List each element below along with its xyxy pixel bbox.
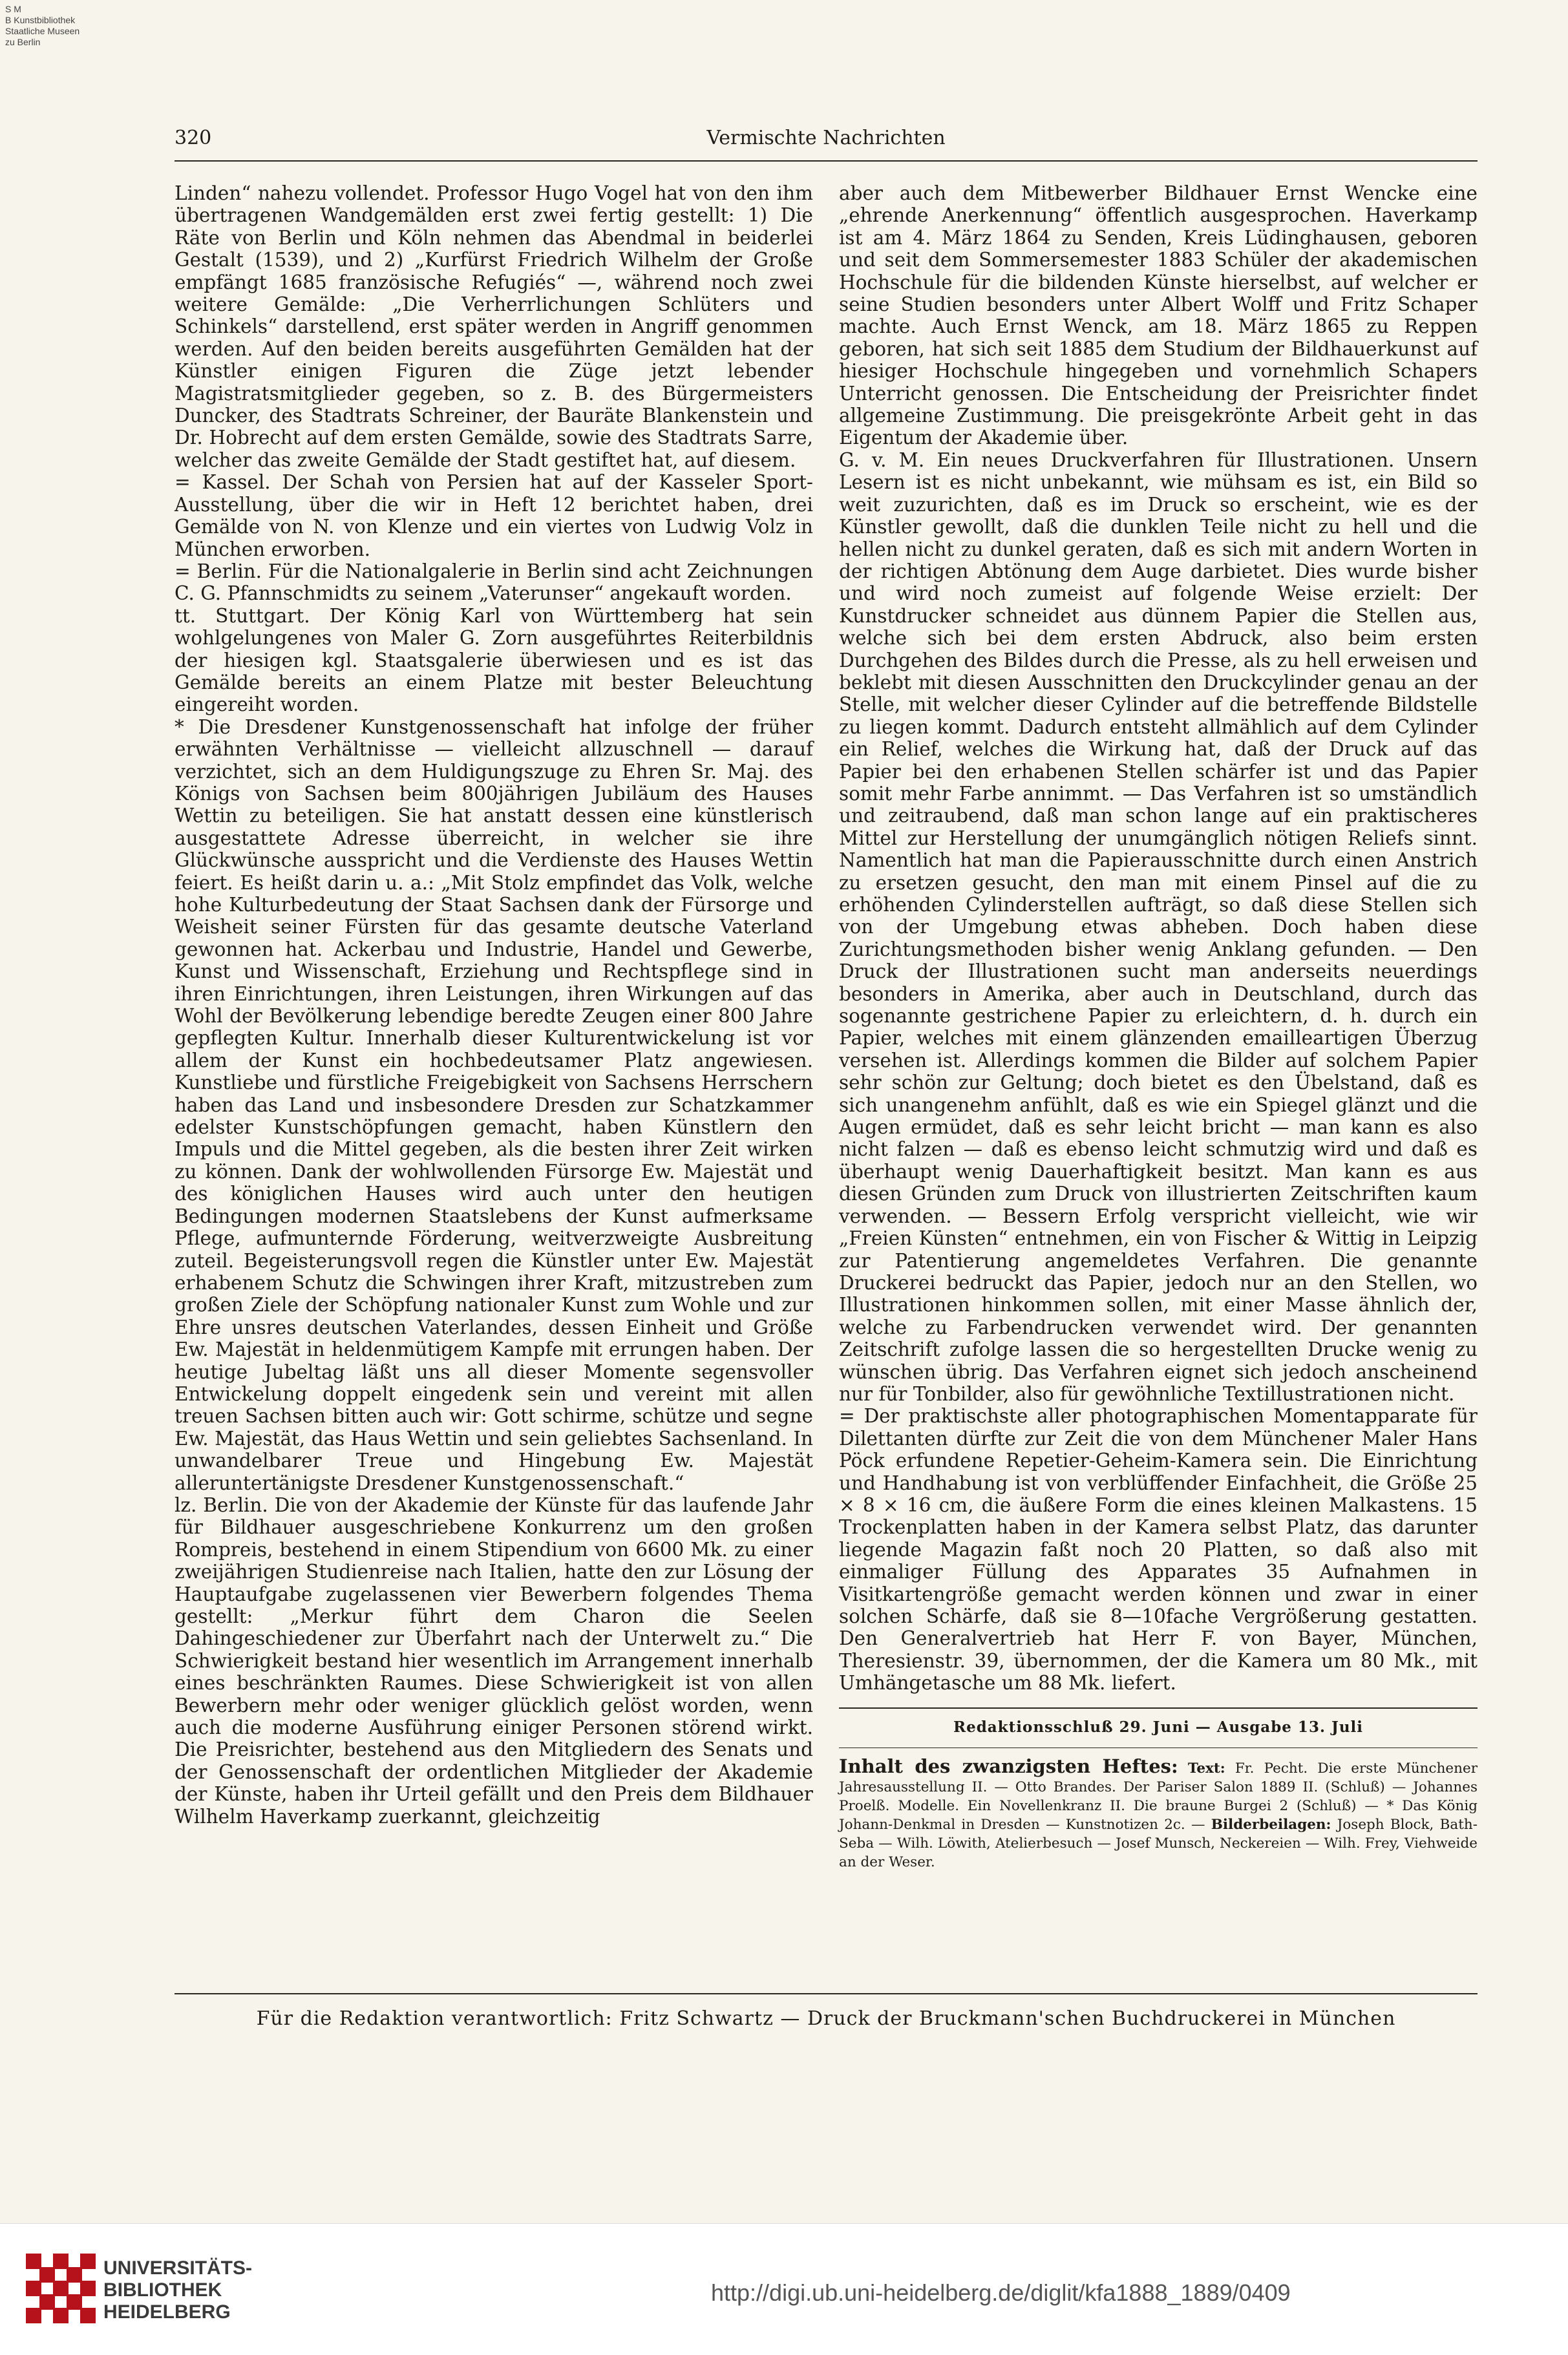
paragraph: = Der praktischste aller photographischen Momentapparate für Dilettanten dürfte zur Zeit die von dem Münchener Maler Hans Pöck erfundene Repetier-Geheim-Kamera sein. Die Einrichtung und Handhabung ist von verblüffender Einfachheit, die Größe 25 × 8 × 16 cm, die äußere Form die eines kleinen Malkastens. 15 Trockenplatten haben in der Kamera selbst Platz, das darunter liegende Magazin faßt noch 20 Platten, so daß also mit einmaliger Füllung des Apparates 35 Aufnahmen in Visitkartengröße gemacht werden können und zwar in einer solchen Schärfe, daß sie 8—10fache Vergrößerung gestatten. Den Generalvertrieb hat Herr F. von Bayer, München, Theresienstr. 39, übernommen, der die Kamera um 80 Mk., mit Umhängetasche um 88 Mk. liefert. bbox=[839, 1405, 1478, 1695]
header-rule bbox=[175, 160, 1478, 162]
table-of-contents bbox=[839, 1757, 1478, 1872]
library-name-line: UNIVERSITÄTS- bbox=[103, 2257, 253, 2279]
page-header bbox=[175, 127, 1478, 153]
page-number: 320 bbox=[175, 127, 212, 149]
paragraph: G. v. M. Ein neues Druckverfahren für Illustrationen. Unsern Lesern ist es nicht unbekannt, wie mühsam es ist, ein Bild so weit zuzurichten, daß es im Druck so erscheint, wie es der Künstler gewollt, daß die dunklen Teile nicht zu hell und die hellen nicht zu dunkel geraten, daß es sich mit andern Worten in der richtigen Abtönung dem Auge darbietet. Dies wurde bisher und wird noch zumeist auf folgende Weise erzielt: Der Kunstdrucker schneidet aus dünnem Papier die Stellen aus, welche sich bei dem ersten Abdruck, also beim ersten Durchgehen des Bildes durch die Presse, als zu hell erweisen und beklebt mit diesen Ausschnitten den Druckcylinder genau an der Stelle, mit welcher dieser Cylinder auf die betreffende Bildstelle zu liegen kommt. Dadurch entsteht allmählich auf dem Cylinder ein Relief, welches die Wirkung hat, daß der Druck auf das Papier bei den erhabenen Stellen schärfer ist und das Papier somit mehr Farbe annimmt. — Das Verfahren ist so umständlich und zeitraubend, daß man schon lange auf ein praktischeres Mittel zur Herstellung der unumgänglich nötigen Reliefs sinnt. Namentlich hat man die Papierausschnitte durch einen Anstrich zu ersetzen gesucht, den man mit einem Pinsel auf die zu erhöhenden Cylinderstellen aufträgt, so daß diese Stellen sich von der Umgebung etwas abheben. Doch haben diese Zurichtungsmethoden bisher wenig Anklang gefunden. — Den Druck der Illustrationen sucht man anderseits neuerdings besonders in Amerika, aber auch in Deutschland, durch das sogenannte gestrichene Papier zu erleichtern, d. h. durch ein Papier, welches mit einem glänzenden emailleartigen Überzug versehen ist. Allerdings kommen die Bilder auf solchem Papier sehr schön zur Geltung; doch bietet es den Übelstand, daß es sich unangenehm anfühlt, daß es wie ein Spiegel glänzt und die Augen ermüdet, daß es sehr leicht bricht — man kann es also nicht falzen — daß es ebenso leicht schmutzig wird und daß es überhaupt wenig Dauerhaftigkeit besitzt. Man kann es aus diesen Gründen zum Druck von illustrierten Zeitschriften kaum verwenden. — Bessern Erfolg verspricht vielleicht, wie wir „Freien Künsten“ entnehmen, ein von Fischer & Wittig in Leipzig zur Patentierung angemeldetes Verfahren. Die genannte Druckerei bedruckt das Papier, jedoch nur an den Stellen, wo Illustrationen hinkommen sollen, mit einer Masse ähnlich der, welche zu Farbendrucken verwendet wird. Der genannten Zeitschrift zufolge lassen die so hergestellten Drucke wenig zu wünschen übrig. Das Verfahren eignet sich jedoch anscheinend nur für Tonbilder, also für gewöhnliche Textillustrationen nicht. bbox=[839, 449, 1478, 1405]
toc-title: Inhalt des zwanzigsten Heftes: bbox=[839, 1755, 1178, 1778]
paragraph: aber auch dem Mitbewerber Bildhauer Ernst Wencke eine „ehrende Anerkennung“ öffentlich ausgesprochen. Haverkamp ist am 4. März 1864 zu Senden, Kreis Lüdinghausen, geboren und seit dem Sommersemester 1883 Schüler der akademischen Hochschule für die bildenden Künste hierselbst, auf welcher er seine Studien besonders unter Albert Wolff und Fritz Schaper machte. Auch Ernst Wenck, am 18. März 1865 zu Reppen geboren, hat sich seit 1885 dem Studium der Bildhauerkunst auf hiesiger Hochschule hingegeben und vornehmlich Schapers Unterricht genossen. Die Entscheidung der Preisrichter findet allgemeine Zustimmung. Die preisgekrönte Arbeit geht in das Eigentum der Akademie über. bbox=[839, 182, 1478, 449]
library-name bbox=[103, 2257, 252, 2323]
paragraph: tt. Stuttgart. Der König Karl von Württemberg hat sein wohlgelungenes von Maler G. Zorn ausgeführtes Reiterbildnis der hiesigen kgl. Staatsgalerie überwiesen und es ist das Gemälde bereits an einem Platze mit bester Beleuchtung eingereiht worden. bbox=[175, 604, 813, 716]
digital-copy-link[interactable]: http://digi.ub.uni-heidelberg.de/diglit/kfa1888_1889/0409 bbox=[711, 2279, 1291, 2306]
left-column bbox=[175, 182, 813, 1828]
section-rule bbox=[839, 1707, 1478, 1709]
paragraph: = Berlin. Für die Nationalgalerie in Berlin sind acht Zeichnungen C. G. Pfannschmidts zu seinem „Vaterunser“ angekauft worden. bbox=[175, 560, 813, 605]
toc-text-body: Fr. Pecht. Die erste Münchener Jahresausstellung II. — Otto Brandes. Der Pariser Salon 1889 II. (Schluß) — Johannes Proelß. Modelle. Ein Novellenkranz II. Die braune Burgei 2 (Schluß) — * Das König Johann-Denkmal in Dresden — Kunstnotizen 2c. — bbox=[839, 1760, 1478, 1833]
paragraph: * Die Dresdener Kunstgenossenschaft hat infolge der früher erwähnten Verhältnisse — vielleicht allzuschnell — darauf verzichtet, sich an dem Huldigungszuge zu Ehren Sr. Maj. des Königs von Sachsen beim 800jährigen Jubiläum des Hauses Wettin zu beteiligen. Sie hat anstatt dessen eine künstlerisch ausgestattete Adresse überreicht, in welcher sie ihre Glückwünsche ausspricht und die Verdienste des Hauses Wettin feiert. Es heißt darin u. a.: „Mit Stolz empfindet das Volk, welche hohe Kulturbedeutung der Staat Sachsen dank der Fürsorge und Weisheit seiner Fürsten für das gesamte deutsche Vaterland gewonnen hat. Ackerbau und Industrie, Handel und Gewerbe, Kunst und Wissenschaft, Erziehung und Rechtspflege sind in ihren Einrichtungen, ihren Leistungen, ihren Wirkungen auf das Wohl der Bevölkerung lebendige beredte Zeugen einer 800 Jahre gepflegten Kultur. Innerhalb dieser Kulturentwickelung ist vor allem der Kunst ein hochbedeutsamer Platz angewiesen. Kunstliebe und fürstliche Freigebigkeit von Sachsens Herrschern haben das Land und insbesondere Dresden zur Schatzkammer edelster Kunstschöpfungen gemacht, haben Künstlern den Impuls und die Mittel gegeben, als die besten ihrer Zeit wirken zu können. Dank der wohlwollenden Fürsorge Ew. Majestät und des königlichen Hauses wird auch unter den heutigen Bedingungen modernen Staatslebens der Kunst aufmerksame Pflege, aufmunternde Förderung, weitverzweigte Ausbreitung zuteil. Begeisterungsvoll regen die Künstler unter Ew. Majestät erhabenem Schutz die Schwingen ihrer Kraft, mitzustreben zum großen Ziele der Schöpfung nationaler Kunst zum Wohle und zur Ehre unsres deutschen Vaterlandes, dessen Einheit und Größe Ew. Majestät in heldenmütigem Kampfe mit errungen haben. Der heutige Jubeltag läßt uns all dieser Momente segensvoller Entwickelung doppelt eingedenk sein und vereint mit allen treuen Sachsen bitten auch wir: Gott schirme, schütze und segne Ew. Majestät, das Haus Wettin und sein geliebtes Sachsenland. In unwandelbarer Treue und Hingebung Ew. Majestät alleruntertänigste Dresdener Kunstgenossenschaft.“ bbox=[175, 715, 813, 1494]
imprint-line: Für die Redaktion verantwortlich: Fritz Schwartz — Druck der Bruckmann'schen Buchdruckerei in München bbox=[256, 2007, 1396, 2030]
paragraph: Linden“ nahezu vollendet. Professor Hugo Vogel hat von den ihm übertragenen Wandgemälden erst zwei fertig gestellt: 1) Die Räte von Berlin und Köln nehmen das Abendmal in beiderlei Gestalt (1539), und 2) „Kurfürst Friedrich Wilhelm der Große empfängt 1685 französische Refugiés“ —, während noch zwei weitere Gemälde: „Die Verherrlichungen Schlüters und Schinkels“ darstellend, erst später werden in Angriff genommen werden. Auf den beiden bereits ausgeführten Gemälden hat der Künstler einigen Figuren die Züge jetzt lebender Magistratsmitglieder gegeben, so z. B. des Bürgermeisters Duncker, des Stadtrats Schreiner, der Bauräte Blankenstein und Dr. Hobrecht auf dem ersten Gemälde, sowie des Stadtrats Sarre, welcher das zweite Gemälde der Stadt gestiftet hat, auf diesem. bbox=[175, 182, 813, 471]
stamp-line: Staatliche Museen bbox=[5, 26, 80, 36]
library-name-line: HEIDELBERG bbox=[103, 2301, 231, 2323]
redaktionsschluss: Redaktionsschluß 29. Juni — Ausgabe 13. Juli bbox=[953, 1718, 1364, 1736]
paragraph: = Kassel. Der Schah von Persien hat auf der Kasseler Sport-Ausstellung, über die wir in Heft 12 berichtet haben, drei Gemälde von N. von Klenze und ein viertes von Ludwig Volz in München erworben. bbox=[175, 471, 813, 560]
stamp-line: B Kunstbibliothek bbox=[5, 15, 76, 25]
stamp-line: zu Berlin bbox=[5, 37, 41, 47]
library-logo-icon bbox=[26, 2254, 96, 2323]
right-column bbox=[839, 182, 1478, 1872]
toc-bilder-body: Joseph Block, Bath-Seba — Wilh. Löwith, Atelierbesuch — Josef Munsch, Neckereien — Wilh. Frey, Viehweide an der Weser. bbox=[839, 1817, 1478, 1871]
paragraph: lz. Berlin. Die von der Akademie der Künste für das laufende Jahr für Bildhauer ausgeschriebene Konkurrenz um den großen Rompreis, bestehend in einem Stipendium von 6600 Mk. zu einer zweijährigen Studienreise nach Italien, hatte den zur Lösung der Hauptaufgabe zugelassenen vier Bewerbern folgendes Thema gestellt: „Merkur führt dem Charon die Seelen Dahingeschiedener zur Überfahrt nach der Unterwelt zu.“ Die Schwierigkeit bestand hier wesentlich im Arrangement innerhalb eines beschränkten Raumes. Diese Schwierigkeit ist von allen Bewerbern mehr oder weniger glücklich gelöst worden, wenn auch die moderne Ausführung einiger Personen störend wirkt. Die Preisrichter, bestehend aus den Mitgliedern des Senats und der Genossenschaft der ordentlichen Mitglieder der Akademie der Künste, haben ihr Urteil gefällt und den Preis dem Bildhauer Wilhelm Haverkamp zuerkannt, gleichzeitig bbox=[175, 1494, 813, 1828]
library-bar bbox=[0, 2223, 1568, 2355]
running-title: Vermischte Nachrichten bbox=[706, 127, 946, 149]
library-name-line: BIBLIOTHEK bbox=[103, 2279, 222, 2301]
stamp-line: S M bbox=[5, 4, 21, 14]
library-stamp bbox=[5, 4, 79, 48]
toc-text-label: Text: bbox=[1187, 1760, 1225, 1777]
footer-rule bbox=[175, 1993, 1478, 1994]
toc-bilder-label: Bilderbeilagen: bbox=[1211, 1817, 1331, 1833]
